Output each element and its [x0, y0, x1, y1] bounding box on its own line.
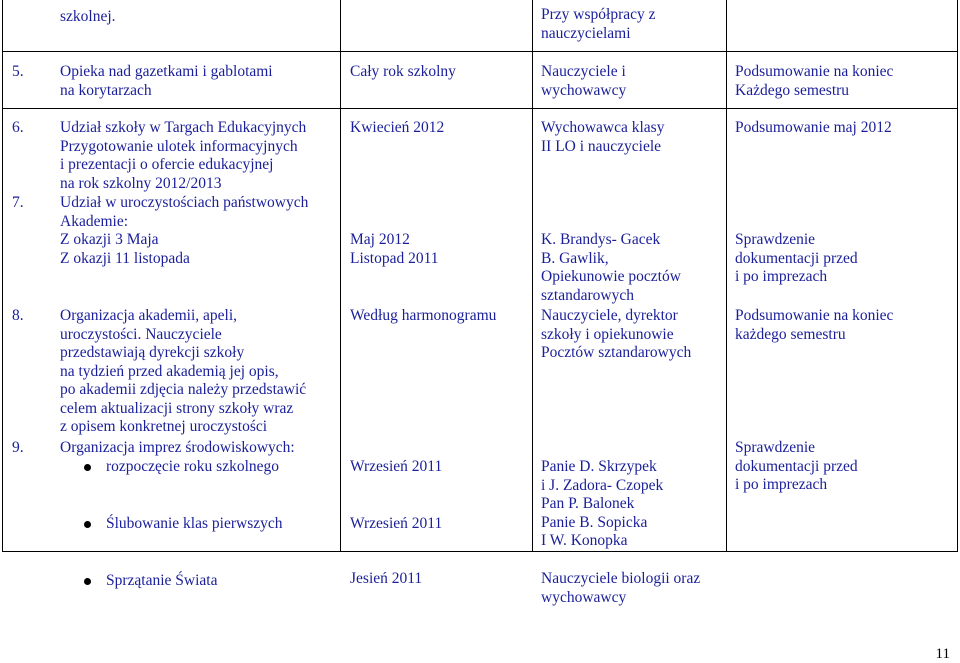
cell-text: i J. Zadora- Czopek: [541, 476, 664, 494]
cell-text: każdego semestru: [735, 325, 846, 343]
row9-date-2: [350, 515, 442, 534]
cell-text: Wrzesień 2011: [350, 515, 443, 532]
cell-text: B. Gawlik,: [541, 249, 609, 267]
cell-text: Listopad 2011: [350, 249, 439, 267]
table-border: [2, 551, 958, 552]
table-border: [340, 0, 341, 552]
table-border: [2, 51, 958, 52]
list-item-label: rozpoczęcie roku szkolnego: [106, 458, 280, 475]
cell-text: Cały rok szkolny: [350, 63, 456, 80]
cell-text: Panie D. Skrzypek: [541, 458, 657, 475]
cell-text: z opisem konkretnej uroczystości: [60, 418, 268, 435]
cell-text: sztandarowych: [541, 286, 634, 304]
cell-text: Nauczyciele i: [541, 63, 626, 80]
cell-text: po akademii zdjęcia należy przedstawić: [60, 381, 307, 398]
cell-text: Wychowawca klasy: [541, 119, 665, 136]
cell-text: Przy współpracy z: [541, 6, 656, 23]
cell-text: Udział szkoły w Targach Edukacyjnych: [60, 119, 307, 136]
cell-text: i prezentacji o ofercie edukacyjnej: [60, 156, 274, 173]
row7-activity: [60, 194, 308, 268]
table-border: [726, 0, 727, 552]
cell-text: Podsumowanie maj 2012: [735, 119, 892, 136]
cell-text: Nauczyciele, dyrektor: [541, 307, 678, 324]
row9-date-1: [350, 458, 442, 477]
row6-responsible: [541, 119, 664, 156]
row6-date: [350, 119, 444, 138]
cell-text: celem aktualizacji strony szkoły wraz: [60, 399, 294, 417]
cell-text: Przygotowanie ulotek informacyjnych: [60, 137, 298, 155]
row9-number: [12, 439, 24, 458]
cell-text: Maj 2012: [350, 231, 410, 248]
row8-number: [12, 307, 24, 326]
cell-text: i po imprezach: [735, 268, 828, 285]
cell-text: Udział w uroczystościach państwowych: [60, 194, 309, 211]
cell-text: wychowawcy: [541, 81, 627, 99]
cell-text: na tydzień przed akademią jej opis,: [60, 362, 279, 380]
row9-date-3: [350, 570, 422, 589]
cell-text: Pan P. Balonek: [541, 495, 635, 512]
row6-number: [12, 119, 24, 138]
cell-text: nauczycielami: [541, 24, 631, 42]
row-number: 5.: [12, 63, 24, 80]
cell-text: Pocztów sztandarowych: [541, 344, 692, 361]
cell-text: dokumentacji przed: [735, 249, 858, 267]
cell-text: na rok szkolny 2012/2013: [60, 174, 222, 192]
row9-heading: [60, 439, 295, 458]
page-number: 11: [935, 645, 950, 662]
cell-text: szkoły i opiekunowie: [541, 325, 674, 343]
row-number: 6.: [12, 119, 24, 136]
bullet-icon: [84, 521, 91, 528]
cell-text: przedstawiają dyrekcji szkoły: [60, 344, 245, 361]
bullet-icon: [84, 578, 91, 585]
cell-text: Z okazji 11 listopada: [60, 249, 190, 267]
cell-text: na korytarzach: [60, 81, 152, 99]
cell-text: i po imprezach: [735, 476, 828, 493]
cell-text: Jesień 2011: [350, 570, 423, 587]
cell-text: Podsumowanie na koniec: [735, 63, 894, 80]
row8-evaluation: [735, 307, 893, 344]
cell-text: Opieka nad gazetkami i gablotami: [60, 63, 273, 80]
cell-text: Każdego semestru: [735, 81, 850, 99]
row9-evaluation: [735, 439, 858, 495]
row7-evaluation: [735, 231, 858, 287]
row-number: 8.: [12, 307, 24, 324]
row5-number: [12, 63, 24, 82]
top-row-activity: [60, 8, 116, 27]
cell-text: Opiekunowie pocztów: [541, 268, 681, 285]
row5-date: [350, 63, 456, 82]
bullet-icon: [84, 464, 91, 471]
row-number: 7.: [12, 194, 24, 211]
table-border: [2, 108, 958, 109]
row8-responsible: [541, 307, 691, 363]
top-row-responsible: [541, 6, 656, 43]
cell-text: Według harmonogramu: [350, 307, 497, 324]
row6-activity: [60, 119, 306, 193]
row8-activity: [60, 307, 306, 437]
cell-text: Organizacja akademii, apeli,: [60, 307, 238, 324]
row6-evaluation: [735, 119, 892, 138]
table-border: [957, 0, 958, 552]
list-item-label: Ślubowanie klas pierwszych: [106, 515, 283, 532]
cell-text: Akademie:: [60, 212, 129, 230]
row7-date: [350, 231, 439, 268]
row5-evaluation: [735, 63, 893, 100]
cell-text: dokumentacji przed: [735, 457, 858, 475]
row8-date: [350, 307, 496, 326]
row5-responsible: [541, 63, 626, 100]
cell-text: Sprawdzenie: [735, 439, 816, 456]
cell-text: Nauczyciele biologii oraz: [541, 570, 701, 587]
table-border: [2, 0, 3, 552]
row7-number: [12, 194, 24, 213]
cell-text: Organizacja imprez środowiskowych:: [60, 439, 295, 456]
cell-text: Sprawdzenie: [735, 231, 816, 248]
cell-text: Podsumowanie na koniec: [735, 307, 894, 324]
list-item-label: Sprzątanie Świata: [106, 572, 218, 589]
cell-text: uroczystości. Nauczyciele: [60, 325, 222, 343]
cell-text: Wrzesień 2011: [350, 458, 443, 475]
cell-text: Z okazji 3 Maja: [60, 231, 159, 248]
cell-text: wychowawcy: [541, 588, 627, 606]
cell-text: K. Brandys- Gacek: [541, 231, 661, 248]
row5-activity: [60, 63, 273, 100]
row-number: 9.: [12, 439, 24, 456]
cell-text: I W. Konopka: [541, 532, 628, 549]
row9-responsible-2: [541, 570, 700, 607]
cell-text: II LO i nauczyciele: [541, 137, 662, 155]
row9-responsible: [541, 458, 663, 551]
cell-text: szkolnej.: [60, 8, 116, 25]
cell-text: Kwiecień 2012: [350, 119, 445, 136]
row7-responsible: [541, 231, 681, 305]
cell-text: Panie B. Sopicka: [541, 513, 648, 531]
table-border: [532, 0, 533, 552]
